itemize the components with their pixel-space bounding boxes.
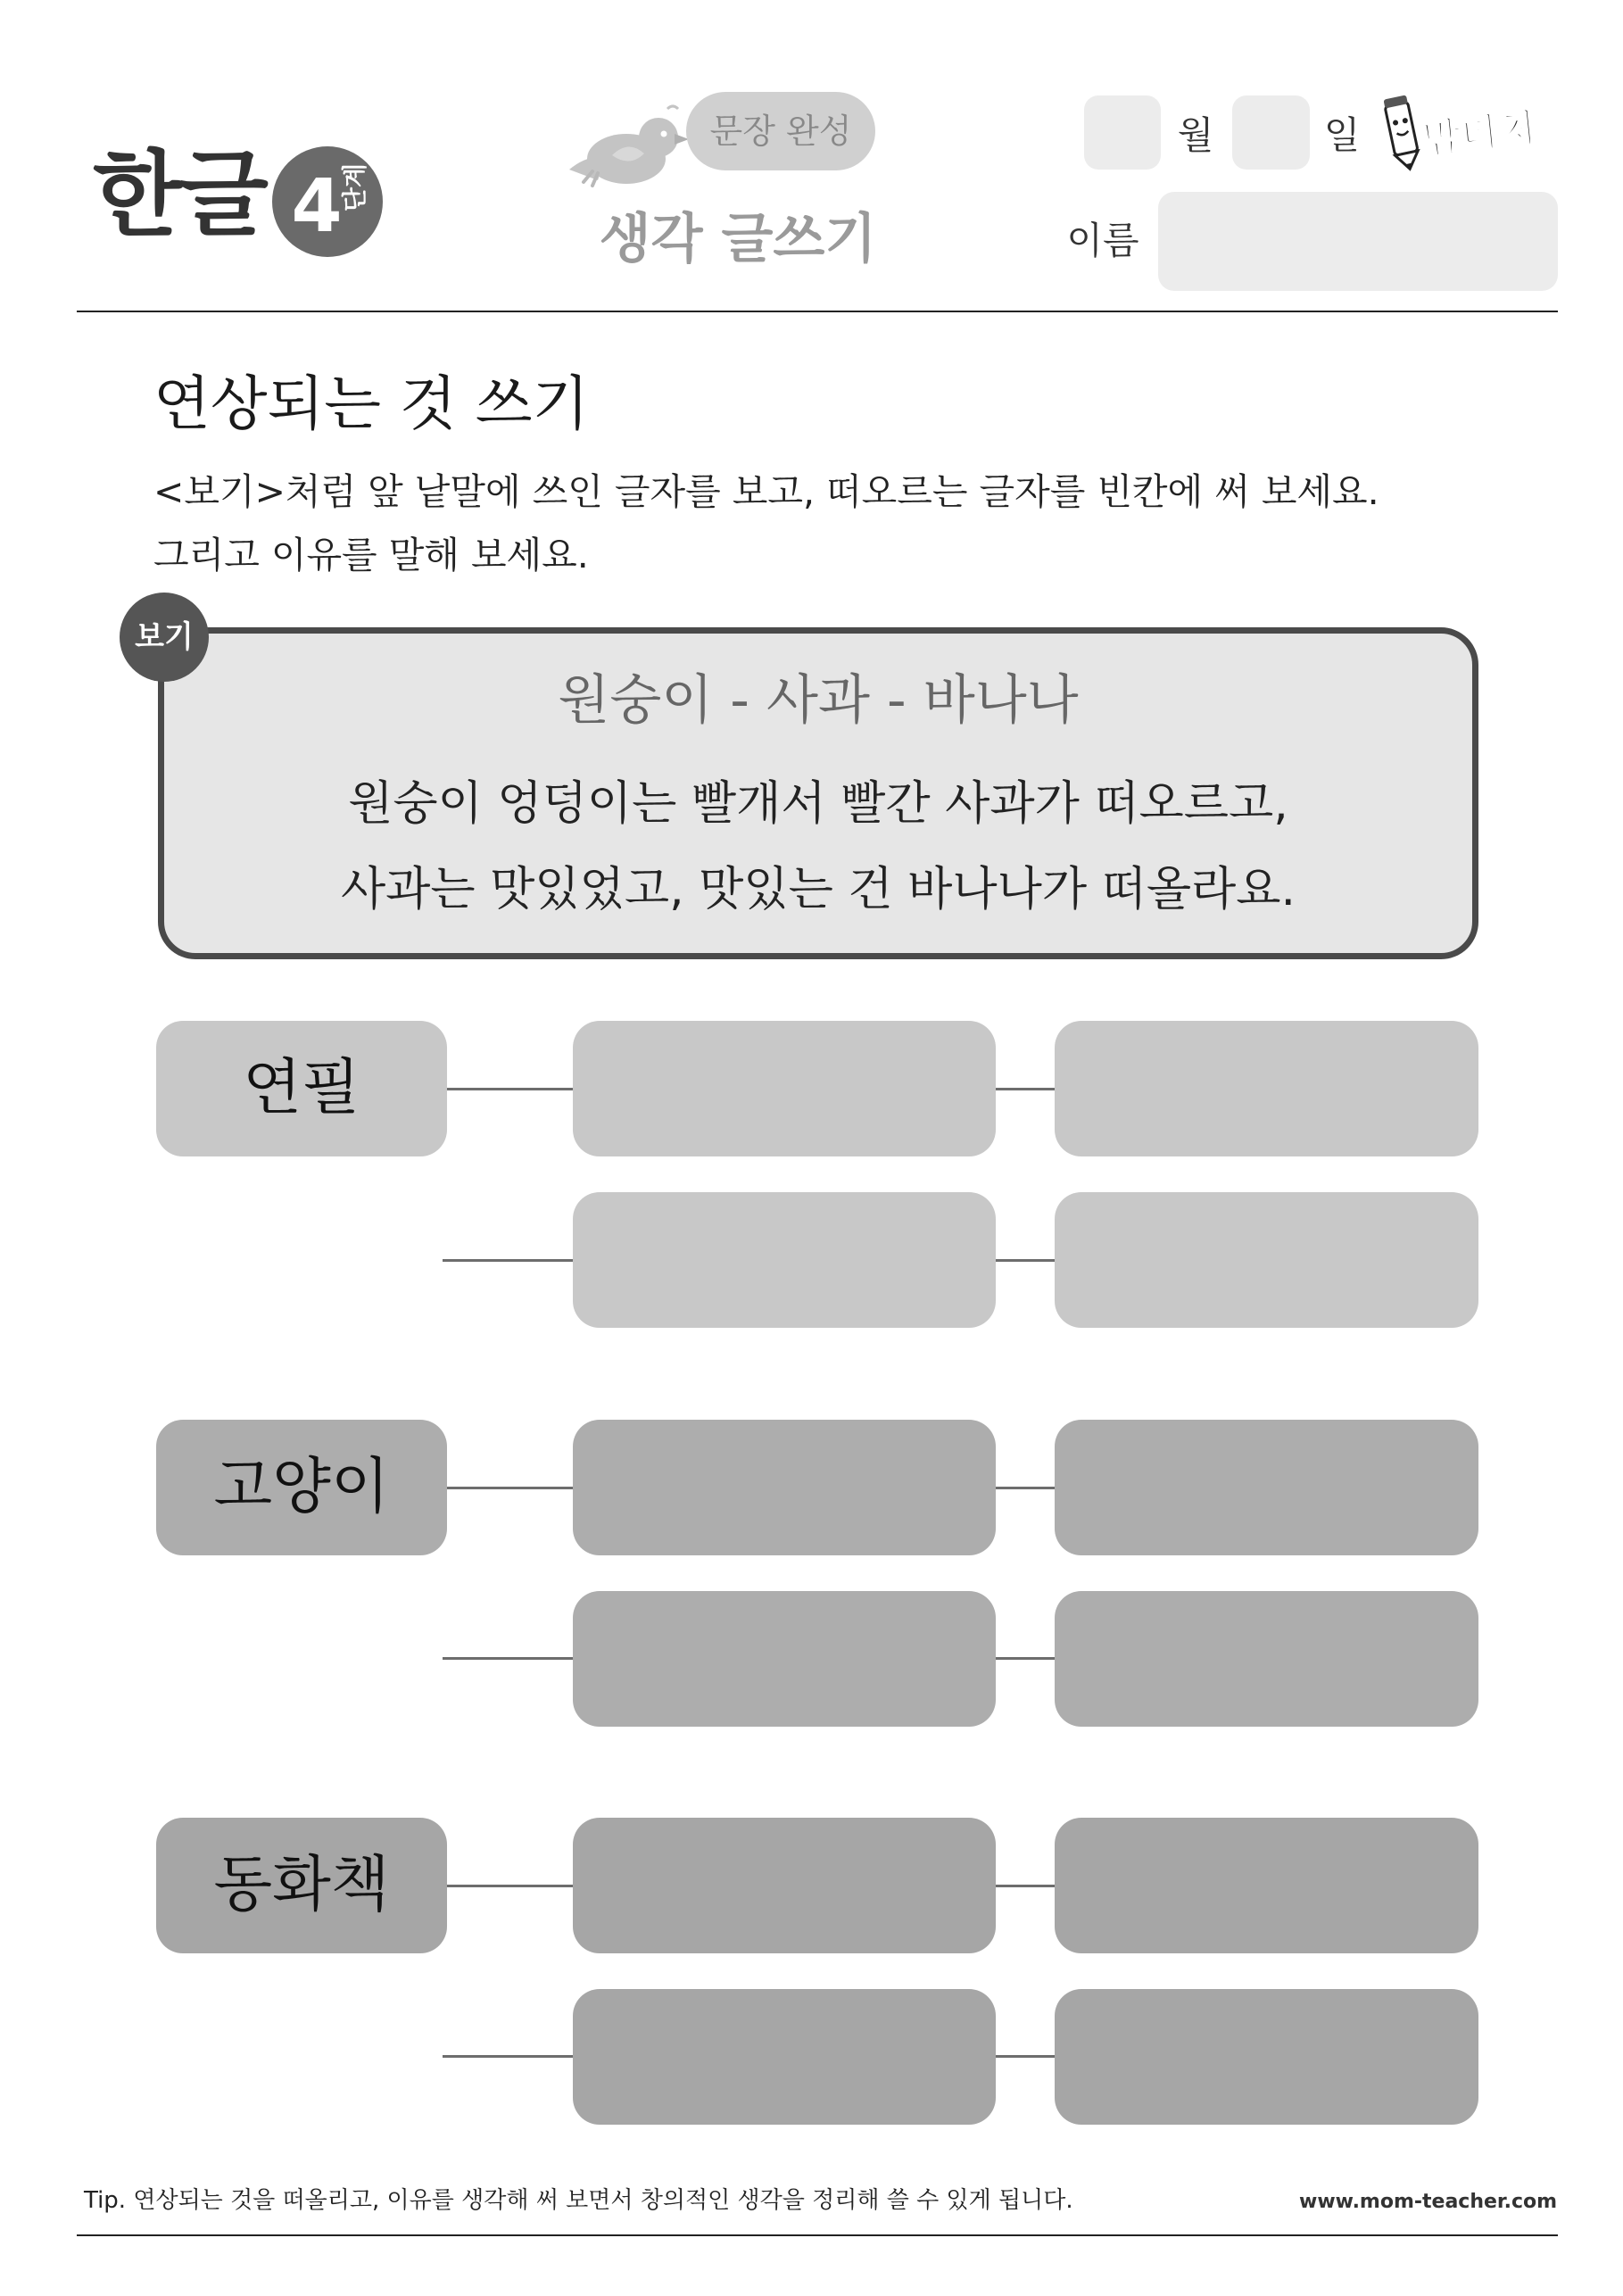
instruction-line-1: <보기>처럼 앞 낱말에 쓰인 글자를 보고, 떠오르는 글자를 빈칸에 써 보세요. [153, 470, 1379, 513]
connector-line [996, 2055, 1055, 2058]
exercise-word: 동화책 [156, 1818, 447, 1953]
connector-line [443, 1657, 573, 1660]
month-label: 월 [1177, 113, 1214, 157]
connector-line [996, 1487, 1055, 1489]
name-input-box[interactable] [1158, 192, 1558, 291]
connector-line [996, 1657, 1055, 1660]
instruction-line-2: 그리고 이유를 말해 보세요. [153, 534, 589, 576]
connector-line [996, 1885, 1055, 1887]
answer-box[interactable] [573, 1021, 996, 1156]
day-label: 일 [1323, 113, 1361, 157]
section-title: 연상되는 것 쓰기 [153, 369, 590, 438]
answer-box[interactable] [573, 1420, 996, 1555]
day-input-box[interactable] [1232, 95, 1310, 170]
name-label: 이름 [1066, 219, 1139, 262]
exercise-word: 고양이 [156, 1420, 447, 1555]
logo [1381, 87, 1569, 173]
brand-title: 한글 [93, 140, 265, 249]
exercise-word: 연필 [156, 1021, 447, 1156]
connector-line [443, 2055, 573, 2058]
answer-box[interactable] [1055, 1989, 1478, 2125]
answer-box[interactable] [1055, 1591, 1478, 1727]
footer-divider [77, 2234, 1558, 2236]
header-divider [77, 311, 1558, 312]
answer-box[interactable] [573, 1818, 996, 1953]
connector-line [447, 1487, 573, 1489]
category-badge: 문장 완성 [686, 92, 875, 170]
answer-box[interactable] [1055, 1192, 1478, 1328]
logo-text: 맘티처 [1420, 105, 1539, 163]
answer-box[interactable] [1055, 1021, 1478, 1156]
connector-line [996, 1259, 1055, 1262]
connector-line [443, 1259, 573, 1262]
connector-line [447, 1088, 573, 1090]
connector-line [996, 1088, 1055, 1090]
answer-box[interactable] [1055, 1818, 1478, 1953]
answer-box[interactable] [573, 1989, 996, 2125]
answer-box[interactable] [573, 1192, 996, 1328]
month-input-box[interactable] [1084, 95, 1161, 170]
footer-tip: Tip. 연상되는 것을 떠올리고, 이유를 생각해 써 보면서 창의적인 생각을 정리해 쓸 수 있게 됩니다. [84, 2187, 1073, 2214]
example-explanation-1: 원숭이 엉덩이는 빨개서 빨간 사과가 떠오르고, [348, 777, 1288, 831]
example-chain: 원숭이 - 사과 - 바나나 [558, 669, 1079, 732]
level-number: 4 [291, 164, 343, 249]
example-explanation-2: 사과는 맛있었고, 맛있는 건 바나나가 떠올라요. [340, 863, 1296, 916]
answer-box[interactable] [1055, 1420, 1478, 1555]
worksheet-subtitle: 생각 글쓰기 [599, 208, 877, 270]
website-link[interactable]: www.mom-teacher.com [1299, 2191, 1558, 2213]
bird-icon [562, 100, 689, 189]
example-badge: 보기 [120, 593, 209, 682]
level-badge [272, 146, 383, 257]
pencil-mascot-icon [1383, 95, 1420, 171]
connector-line [447, 1885, 573, 1887]
level-label: 단계 [340, 162, 369, 212]
answer-box[interactable] [573, 1591, 996, 1727]
